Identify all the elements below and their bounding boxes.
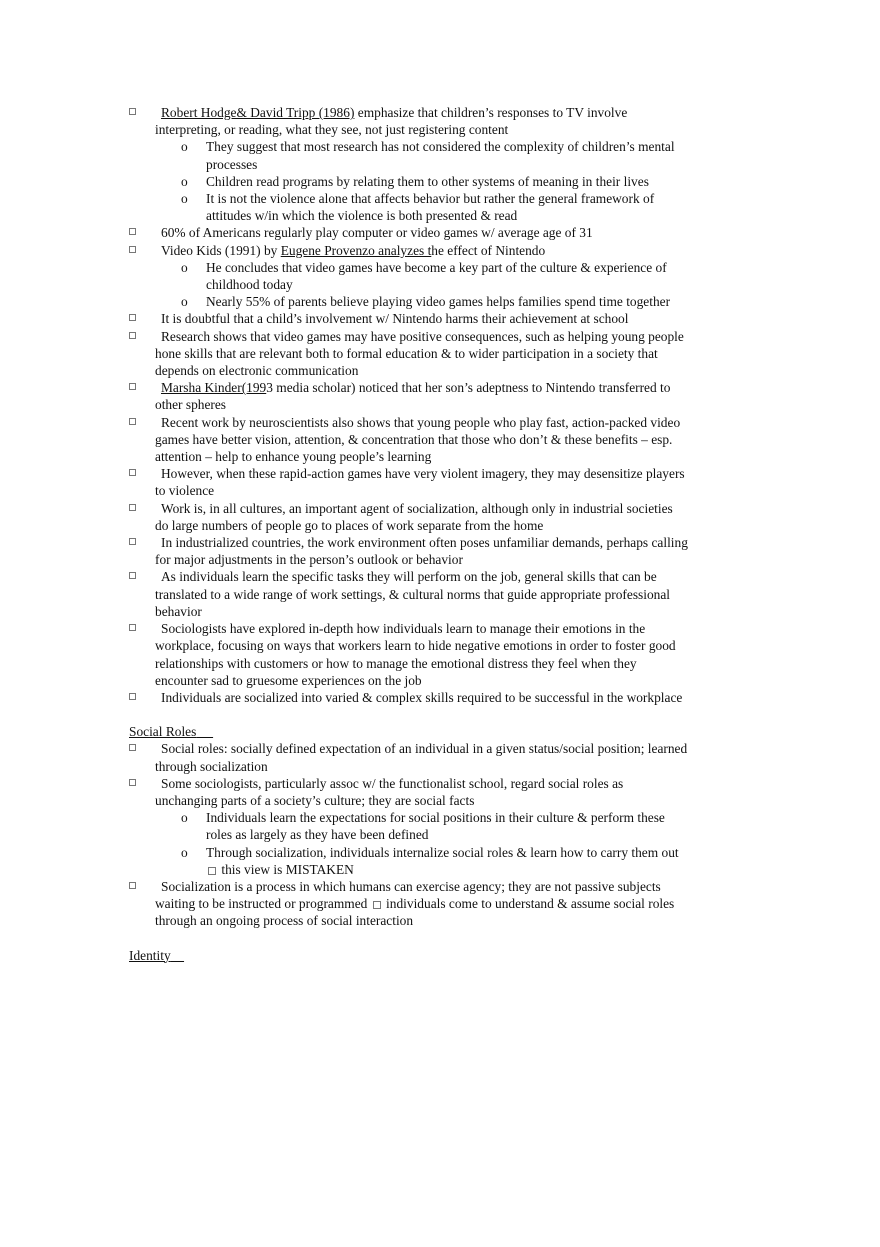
bullet-box-icon	[129, 383, 136, 390]
bullet-box-icon	[129, 624, 136, 631]
bullet-box-icon	[129, 469, 136, 476]
bullet-emotions	[129, 620, 689, 689]
bullet-text: individuals come to understand & assume social roles through an ongoing process of social interaction	[155, 896, 675, 929]
bullet-text: Socialization is a process in which humans can exercise agency; they are not passive subjects waiting to be instructed or programmed	[155, 878, 661, 912]
author-name: Marsha Kinder(199	[161, 380, 267, 396]
sub-bullet-text: It is not the violence alone that affects behavior but rather the general framework of attitudes w/in which the violence is both presented & read	[206, 191, 655, 224]
bullet-text: Video Kids (1991) by	[161, 242, 281, 258]
sub-bullet-text: They suggest that most research has not considered the complexity of children’s mental processes	[206, 139, 675, 172]
bullet-neuroscientists	[129, 414, 689, 466]
bullet-text: Individuals are socialized into varied & complex skills required to be successful in the workplace	[161, 689, 683, 705]
sub-bullet	[129, 259, 689, 293]
bullet-box-icon	[129, 332, 136, 339]
author-name: Eugene Provenzo analyzes t	[280, 242, 432, 258]
bullet-box-icon	[129, 246, 136, 253]
bullet-marsha-kinder	[129, 379, 689, 413]
sub-bullet	[129, 190, 689, 224]
bullet-text: In industrialized countries, the work environment often poses unfamiliar demands, perhaps calling for major adjustments in the person’s outlook or behavior	[155, 535, 688, 568]
section-heading-social-roles	[129, 723, 689, 740]
bullet-text: Some sociologists, particularly assoc w/ the functionalist school, regard social roles as unchanging parts of a society’s culture; they are social facts	[155, 775, 624, 808]
bullet-box-icon	[129, 504, 136, 511]
sub-bullet-text: Through socialization, individuals internalize social roles & learn how to carry them out	[206, 844, 679, 860]
bullet-box-icon	[129, 314, 136, 321]
bullet-text: 60% of Americans regularly play computer or video games w/ average age of 31	[161, 225, 593, 241]
sub-bullet	[129, 138, 689, 172]
sub-bullet-text: Nearly 55% of parents believe playing video games helps families spend time together	[206, 294, 671, 310]
sub-bullet-text: Children read programs by relating them to other systems of meaning in their lives	[206, 173, 649, 189]
bullet-text: Work is, in all cultures, an important agent of socialization, although only in industrial societies do large numbers of people go to places of work separate from the home	[155, 500, 673, 533]
bullet-agency	[129, 878, 689, 930]
bullet-box-icon	[129, 108, 136, 115]
sub-bullet-marker: o	[181, 294, 188, 310]
bullet-text: Social roles: socially defined expectation of an individual in a given status/social position; learned through socialization	[155, 741, 688, 774]
sub-bullet-marker: o	[181, 810, 188, 826]
sub-bullet-marker: o	[181, 173, 188, 189]
sub-bullet-text: this view is MISTAKEN	[218, 861, 354, 877]
bullet-box-icon	[129, 572, 136, 579]
bullet-video-kids	[129, 242, 689, 259]
bullet-text: However, when these rapid-action games have very violent imagery, they may desensitize players to violence	[155, 466, 685, 499]
sub-bullet-text: Individuals learn the expectations for social positions in their culture & perform these roles as largely as they have been defined	[206, 810, 665, 843]
sub-bullet	[129, 844, 689, 878]
heading-text: Social Roles	[129, 724, 197, 740]
bullet-video-games-stat	[129, 224, 689, 241]
sub-bullet-text: He concludes that video games have become a key part of the culture & experience of childhood today	[206, 259, 667, 293]
sub-bullet-marker: o	[181, 191, 188, 207]
bullet-box-icon	[129, 693, 136, 700]
bullet-text: As individuals learn the specific tasks they will perform on the job, general skills that can be translated to a wide range of work settings, & cultural norms that guide appropriate professional behavior	[155, 569, 671, 619]
section-heading-identity	[129, 947, 689, 964]
bullet-job-skills	[129, 568, 689, 620]
sub-bullet	[129, 293, 689, 310]
arrow-box-icon	[373, 901, 381, 909]
bullet-industrialized	[129, 534, 689, 568]
bullet-text: It is doubtful that a child’s involvement w/ Nintendo harms their achievement at school	[161, 311, 629, 327]
bullet-text: 3 media scholar) noticed that her son’s adeptness to Nintendo transferred to other spheres	[155, 380, 671, 413]
sub-bullet	[129, 173, 689, 190]
bullet-text: Recent work by neuroscientists also shows that young people who play fast, action-packed video games have better vision, attention, & concentration that those who don’t & these benefits – esp. attention – help to enhance young people’s learning	[155, 414, 681, 465]
bullet-text: emphasize that children’s responses to TV involve interpreting, or reading, what they see, not just registering content	[155, 105, 628, 138]
sub-bullet-marker: o	[181, 139, 188, 155]
sub-bullet	[129, 809, 689, 843]
bullet-text: he effect of Nintendo	[431, 242, 546, 258]
bullet-positive-consequences	[129, 328, 689, 380]
bullet-nintendo-achievement	[129, 310, 689, 327]
bullet-functionalist	[129, 775, 689, 809]
bullet-text: Sociologists have explored in-depth how individuals learn to manage their emotions in the workplace, focusing on ways that workers learn to hide negative emotions in order to foster good relationships with customers or how to manage the emotional distress they feel when they encounter sad to gruesome experiences on the job	[155, 621, 676, 688]
bullet-complex-skills	[129, 689, 689, 706]
bullet-box-icon	[129, 882, 136, 889]
arrow-box-icon	[208, 867, 216, 875]
bullet-social-roles-def	[129, 740, 689, 774]
bullet-text: Research shows that video games may have positive consequences, such as helping young people hone skills that are relevant both to formal education & to wider participation in a society that depends on electronic communication	[155, 328, 684, 379]
bullet-box-icon	[129, 538, 136, 545]
bullet-violent-imagery	[129, 465, 689, 499]
bullet-work-socialization	[129, 500, 689, 534]
sub-bullet-marker: o	[181, 844, 188, 860]
bullet-box-icon	[129, 779, 136, 786]
bullet-box-icon	[129, 418, 136, 425]
bullet-box-icon	[129, 744, 136, 751]
bullet-hodge-tripp	[129, 104, 689, 138]
bullet-box-icon	[129, 228, 136, 235]
heading-text: Identity	[129, 947, 171, 963]
author-name: Robert Hodge& David Tripp (1986)	[161, 105, 355, 120]
notes-content	[129, 104, 689, 964]
sub-bullet-marker: o	[181, 259, 188, 275]
